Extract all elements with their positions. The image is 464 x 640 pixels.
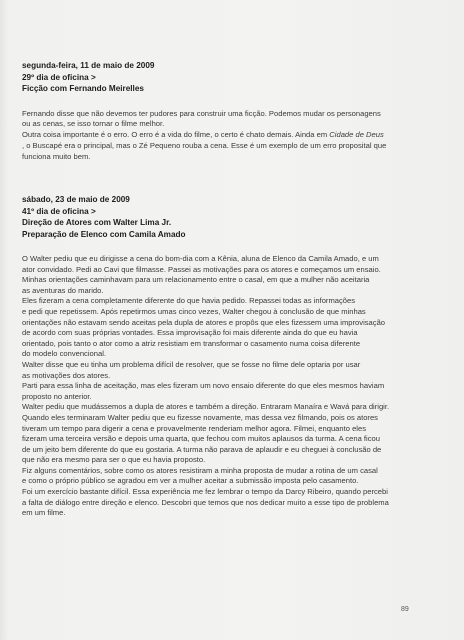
text-line: Fiz alguns comentários, sobre como os atores resistiram a minha proposta de mudar a rotina de um casal [22, 465, 378, 475]
text-line: orientações não estavam sendo aceitas pela dupla de atores e propôs que eles fizessem uma improvisação [22, 317, 386, 327]
text-line: tiveram um tempo para digerir a cena e provavelmente renderiam melhor agora. Filmei, enquanto eles [22, 423, 366, 433]
text-line: Quando eles terminaram Walter pediu que eu fizesse novamente, mas dessa vez filmando, pois os atores [22, 412, 378, 422]
entry-body [22, 109, 442, 164]
text-line: as motivações dos atores. [22, 370, 111, 380]
text-line: proposto no anterior. [22, 391, 92, 401]
text-line: Fernando disse que não devemos ter pudores para construir uma ficção. Podemos mudar os personagens [22, 108, 381, 118]
workshop-day: 41º dia de oficina > [22, 206, 96, 216]
diary-entry-2 [22, 194, 442, 519]
entry-title: Direção de Atores com Walter Lima Jr. [22, 218, 172, 227]
text-line: Walter pediu que mudássemos a dupla de atores e também a direção. Entraram Manaíra e Wavá para dirigir. [22, 402, 390, 412]
text-line: ator convidado. Pedi ao Cavi que filmasse. Passei as motivações para os atores e começamos um ensaio. [22, 264, 381, 274]
text-line: O Walter pediu que eu dirigisse a cena do bom-dia com a Kênia, aluna de Elenco da Camila Amado, e um [22, 254, 379, 263]
text-line: orientado, pois tanto o ator como a atriz resistiam em transformar o casamento numa coisa diferente [22, 338, 361, 348]
text-line: fizeram uma terceira versão e depois uma quarta, que fechou com muitos aplausos da turma. A cena ficou [22, 434, 380, 444]
text-line: Walter disse que eu tinha um problema difícil de resolver, que se fosse no filme dele optaria por usar [22, 359, 361, 369]
text-line: do modelo convencional. [22, 349, 107, 359]
entry-header [22, 60, 442, 95]
workshop-day: 29º dia de oficina > [22, 72, 96, 82]
text-line: Foi um exercício bastante difícil. Essa experiência me fez lembrar o tempo da Darcy Ribeiro, quando percebi [22, 487, 388, 497]
entry-body [22, 254, 442, 519]
entry-subtitle: Preparação de Elenco com Camila Amado [22, 229, 186, 239]
text-line: de um jeito bem diferente do que eu gostaria. A turma não parava de aplaudir e eu cheguei à conclusão de [22, 444, 382, 454]
text-line: Parti para essa linha de aceitação, mas eles fizeram um novo ensaio diferente do que eles mesmos haviam [22, 381, 385, 391]
page-number: 89 [401, 606, 409, 613]
text-line: as aventuras do marido. [22, 285, 104, 295]
text-line: que não era mesmo para ser o que eu havia proposto. [22, 455, 206, 465]
text-line: Eles fizeram a cena completamente diferente do que havia pedido. Repassei todas as informações [22, 296, 356, 306]
text-line: , o Buscapé era o principal, mas o Zé Pequeno rouba a cena. Esse é um exemplo de um erro proposital que [22, 141, 387, 151]
text-line: e como o próprio público se agradou em ver a mulher aceitar a submissão imposta pelo casamento. [22, 476, 359, 486]
text-line: de acordo com suas próprias vontades. Essa improvisação foi mais diferente ainda do que eu havia [22, 328, 358, 338]
film-title: Cidade de Deus [329, 130, 384, 140]
text-line: em um filme. [22, 508, 66, 518]
text-line: ou as cenas, se isso tornar o filme melhor. [22, 119, 165, 129]
text-line: Minhas orientações caminhavam para um relacionamento entre o casal, em que a mulher não aceitaria [22, 275, 370, 285]
entry-title: Ficção com Fernando Meirelles [22, 84, 144, 93]
text-line: funciona muito bem. [22, 152, 91, 162]
text-segment: Outra coisa importante é o erro. O erro é a vida do filme, o certo é chato demais. Ainda em [22, 130, 328, 140]
text-line [22, 130, 442, 141]
diary-entry-1 [22, 60, 442, 163]
text-line: a falta de diálogo entre direção e elenco. Descobri que temos que nos dedicar muito a esse tipo de problema [22, 497, 389, 507]
text-line: e pedi que repetissem. Após repetirmos umas cinco vezes, Walter chegou à conclusão de que minhas [22, 306, 366, 316]
entry-date: segunda-feira, 11 de maio de 2009 [22, 61, 155, 70]
entry-header [22, 194, 442, 240]
entry-date: sábado, 23 de maio de 2009 [22, 195, 130, 204]
